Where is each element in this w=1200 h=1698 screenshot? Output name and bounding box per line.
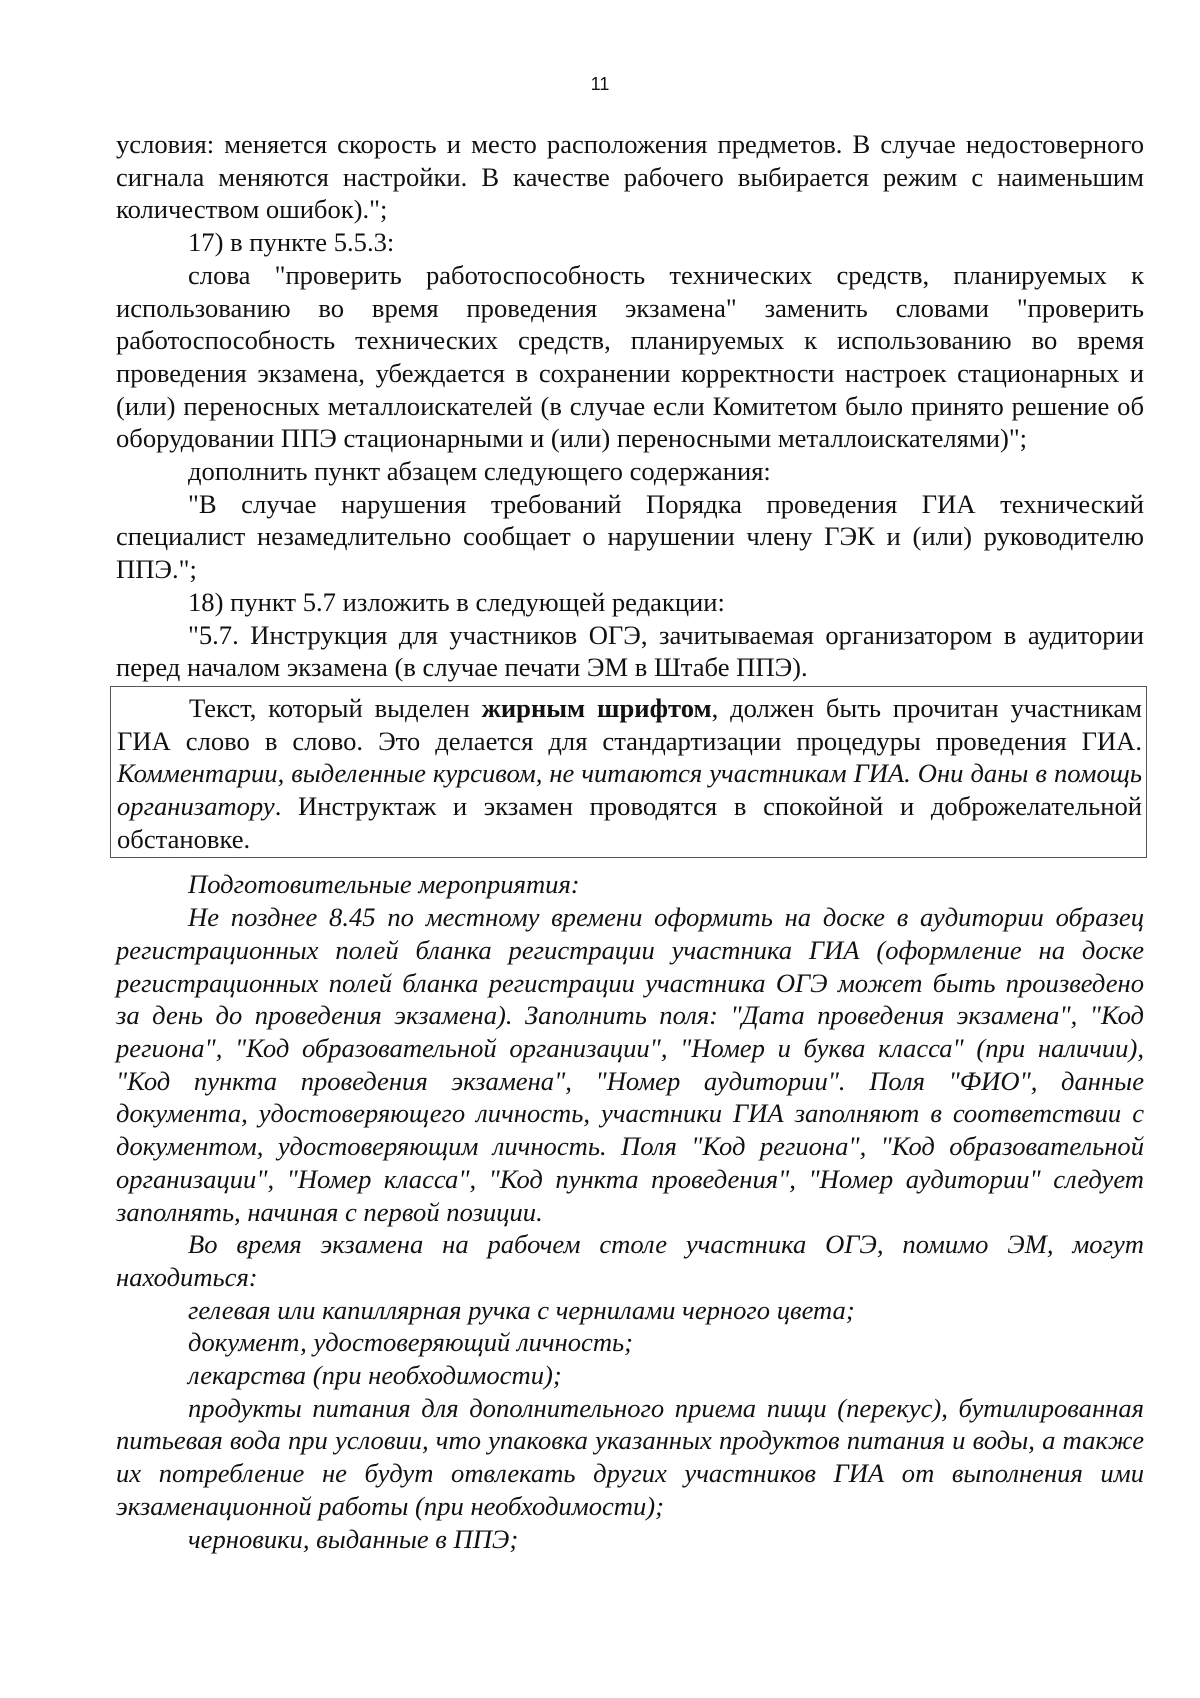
list-item-food: продукты питания для дополнительного приема пищи (перекус), бутилированная питьевая вода при условии, что упаковка указанных продуктов питания и воды, а также их потребление не будут отвлекать других участников ГИА от выполнения ими экзаменационной работы (при необходимости); — [116, 1392, 1144, 1521]
paragraph-board-sample: Не позднее 8.45 по местному времени оформить на доске в аудитории образец регистрационных полей бланка регистрации участника ГИА (оформление на доске регистрационных полей бланка регистрации участника ОГЭ может быть произведено за день до проведения экзамена). Заполнить поля: "Дата проведения экзамена", "Код региона", "Код образовательной организации", "Номер и буква класса" (при наличии), "Код пункта проведения экзамена", "Номер аудитории". Поля "ФИО", данные документа, удостоверяющего личность, участники ГИА заполняют в соответствии с документом, удостоверяющим личность. Поля "Код региона", "Код образовательной организации", "Номер класса", "Код пункта проведения", "Номер аудитории" следует заполнять, начиная с первой позиции. — [116, 902, 1144, 1227]
paragraph-words-replacement: слова "проверить работоспособность технических средств, планируемых к использованию во время проведения экзамена" заменить словами "проверить работоспособность технических средств, планируемых к использованию во время проведения экзамена, убеждается в сохранении корректности настроек стационарных и (или) переносных металлоискателей (в случае если Комитетом было принято решение об оборудовании ППЭ стационарными и (или) переносными металлоискателями)"; — [116, 259, 1144, 454]
document-body — [116, 128, 1144, 1555]
list-item-pen: гелевая или капиллярная ручка с чернилами черного цвета; — [188, 1294, 855, 1325]
notice-bold-text: жирным шрифтом — [481, 692, 712, 723]
list-item-medicine: лекарства (при необходимости); — [188, 1360, 562, 1391]
notice-text-part3: . Инструктаж и экзамен проводятся в спокойной и доброжелательной обстановке. — [117, 791, 1142, 854]
notice-text-part1: Текст, который выделен — [189, 692, 482, 723]
paragraph-instruction-title: "5.7. Инструкция для участников ОГЭ, зачитываемая организатором в аудитории перед началом экзамена (в случае печати ЭМ в Штабе ППЭ). — [116, 619, 1144, 683]
notice-box — [110, 686, 1147, 859]
page-number: 11 — [590, 74, 610, 94]
preparatory-heading: Подготовительные мероприятия: — [188, 869, 580, 900]
paragraph-desk-items: Во время экзамена на рабочем столе участника ОГЭ, помимо ЭМ, могут находиться: — [116, 1229, 1144, 1292]
paragraph-item-18: 18) пункт 5.7 изложить в следующей редакции: — [188, 586, 725, 617]
paragraph-violation-quote: "В случае нарушения требований Порядка проведения ГИА технический специалист незамедлительно сообщает о нарушении члену ГЭК и (или) руководителю ППЭ."; — [116, 488, 1144, 585]
paragraph-continuation: условия: меняется скорость и место расположения предметов. В случае недостоверного сигнала меняются настройки. В качестве рабочего выбирается режим с наименьшим количеством ошибок)."; — [116, 129, 1144, 225]
notice-text — [117, 692, 1142, 856]
paragraph-item-17: 17) в пункте 5.5.3: — [188, 227, 395, 258]
list-item-drafts: черновики, выданные в ППЭ; — [188, 1523, 519, 1554]
notice-italic-text: Комментарии, выделенные курсивом, не читаются участникам ГИА. Они даны в помощь организатору — [117, 758, 1142, 822]
notice-text-part2: , должен быть прочитан участникам ГИА слово в слово. Это делается для стандартизации процедуры проведения ГИА. — [117, 692, 1142, 756]
paragraph-supplement: дополнить пункт абзацем следующего содержания: — [188, 456, 771, 487]
list-item-id-document: документ, удостоверяющий личность; — [188, 1327, 634, 1358]
